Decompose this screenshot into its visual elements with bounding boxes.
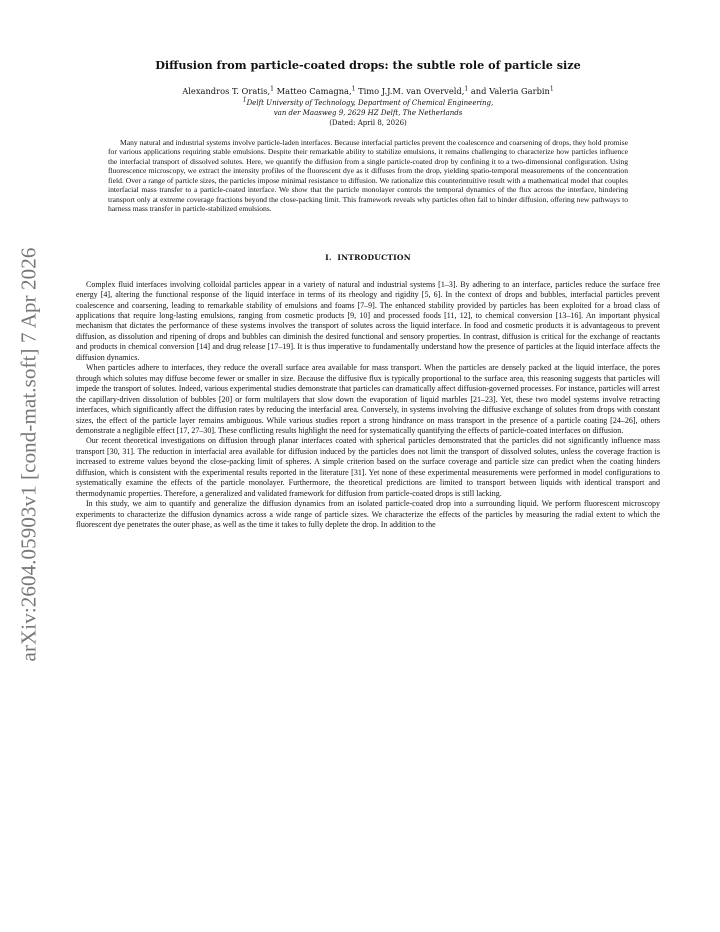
paragraph: Our recent theoretical investigations on diffusion through planar interfaces coated with spherical particles demonstrated that the particles did not significantly influence mass transport [30, 31]. The reduction in interfacial area available for diffusion induced by the particles does not limit the transport of dissolved solutes, unless the coverage fraction is increased to extreme values beyond the close-packing limit of spheres. A simple criterion based on the surface coverage and particle size can predict when the coating hinders diffusion, which is consistent with the experimental results reported in the literature [31]. Yet none of these experimental measurements were performed in model configurations to systematically examine the effects of the particle monolayer. Furthermore, the theoretical predictions are limited to transport between liquids with identical transport and thermodynamic properties. Therefore, a generalized and validated framework for diffusion from particle-coated drops is still lacking. bbox=[76, 436, 660, 498]
arxiv-stamp-text: arXiv:2604.05903v1 [cond-mat.soft] 7 Apr 2026 bbox=[16, 247, 41, 661]
author-affiliation-mark: 1 bbox=[464, 85, 469, 93]
arxiv-stamp bbox=[8, 228, 50, 680]
paper-page bbox=[76, 58, 660, 531]
affiliation-line-2: van der Maasweg 9, 2629 HZ Delft, The Netherlands bbox=[273, 109, 463, 117]
section-title: INTRODUCTION bbox=[337, 252, 411, 262]
author-name: and Valeria Garbin bbox=[470, 86, 550, 96]
affiliation-line-1: $^1$Delft University of Technology, Department of Chemical Engineering, bbox=[242, 96, 494, 107]
affiliation-mark: 1 bbox=[242, 96, 247, 104]
author-list bbox=[76, 86, 660, 97]
author-affiliation-mark: 1 bbox=[549, 85, 554, 93]
affiliation bbox=[76, 98, 660, 118]
section-heading bbox=[76, 252, 660, 264]
paper-title: Diffusion from particle-coated drops: the subtle role of particle size bbox=[155, 58, 581, 72]
author-name: Matteo Camagna, bbox=[276, 86, 352, 96]
abstract: Many natural and industrial systems involve particle-laden interfaces. Because interfacial particles prevent the coalescence and coarsening of drops, they hold promise for various applications requiring stable emulsions. Despite their remarkable ability to stabilize emulsions, it remains challenging to characterize how particles influence the interfacial transport of dissolved solutes. Here, we quantify the diffusion from a single particle-coated drop by confining it to a two-dimensional configuration. Using fluorescence microscopy, we extract the intensity profiles of the fluorescent dye as it diffuses from the drop, yielding spatio-temporal measurements of the concentration field. Over a range of particle sizes, the particles impose minimal resistance to diffusion. We rationalize this counterintuitive result with a mathematical model that couples interfacial mass transfer to a particle-coated interface. We show that the particle monolayer controls the temporal dynamics of the flux across the interface, hindering transport only at extreme coverage fractions beyond the close-packing limit. This framework reveals why particles often fail to hinder diffusion, offering new pathways to harness mass transfer in particle-stabilized emulsions. bbox=[108, 138, 628, 214]
body-text bbox=[76, 280, 660, 531]
paragraph: Complex fluid interfaces involving colloidal particles appear in a variety of natural and industrial systems [1–3]. By adhering to an interface, particles reduce the surface free energy [4], altering the functional response of the liquid interface in terms of its rheology and rigidity [5, 6]. In the context of drops and bubbles, interfacial particles prevent coalescence and coarsening, leading to remarkable stability of emulsions and foams [7–9]. The enhanced stability provided by particles has been exploited for a broad class of applications that require long-lasting emulsions, ranging from cosmetic products [9, 10] and processed foods [11, 12], to chemical conversion [13–16]. An important physical mechanism that dictates the performance of these systems involves the transport of solutes across the liquid interface. In food and cosmetic products it is advantageous to prevent diffusion, as dissolution and ripening of drops and bubbles can diminish the desired functional and sensory properties. In contrast, diffusion is critical for the exchange of reactants and products in chemical conversion [14] and drug release [17–19]. It is thus imperative to fundamentally understand how the presence of particles at the liquid interface affects the diffusion dynamics. bbox=[76, 279, 660, 362]
author-affiliation-mark: 1 bbox=[270, 85, 274, 93]
date-line: (Dated: April 8, 2026) bbox=[329, 119, 407, 127]
paragraph: When particles adhere to interfaces, they reduce the overall surface area available for mass transport. When the particles are densely packed at the liquid interface, the pores through which solutes may diffuse become fewer or smaller in size. Because the diffusive flux is typically proportional to the surface area, this reasoning suggests that particles will impede the transport of solutes. Indeed, various experimental studies demonstrate that particles can dramatically affect diffusion-governed processes. For instance, particles will arrest the capillary-driven dissolution of bubbles [20] or form multilayers that slow down the evaporation of liquid marbles [21–23]. Yet, these two model systems involve retracting interfaces, which significantly affect the diffusion rates by reducing the interfacial area. Conversely, in systems involving the diffusive exchange of solutes from drops with constant sizes, the effect of the particle layer remains ambiguous. While various studies report a strong hindrance on mass transport in the presence of a particle coating [24–26], others demonstrate a negligible effect [17, 27–30]. These conflicting results highlight the need for systematically quantifying the effects of particle-coated interfaces on diffusion. bbox=[76, 363, 660, 435]
author-name: Timo J.J.M. van Overveld, bbox=[358, 86, 465, 96]
paragraph: In this study, we aim to quantify and generalize the diffusion dynamics from an isolated particle-coated drop into a surrounding liquid. We perform fluorescent microscopy experiments to characterize the diffusion dynamics across a wide range of particle sizes. We characterize the effects of the particles by measuring the radial extent to which the fluorescent dye penetrates the outer phase, as well as the time it takes to fully deplete the drop. In addition to the bbox=[76, 499, 660, 530]
author-name: Alexandros T. Oratis, bbox=[182, 86, 271, 96]
section-number: I. bbox=[325, 252, 332, 262]
author-affiliation-mark: 1 bbox=[351, 85, 356, 93]
